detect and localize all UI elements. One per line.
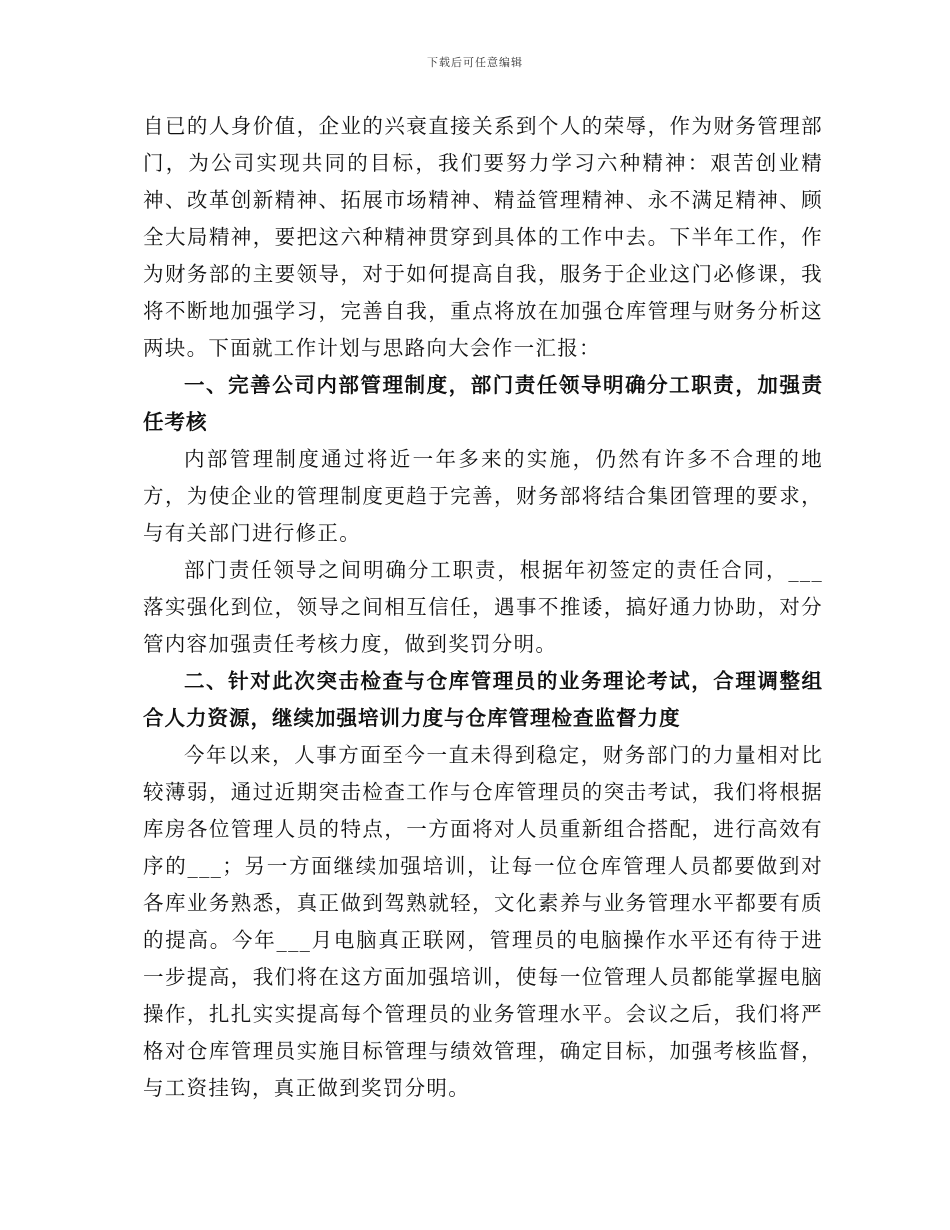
paragraph: 内部管理制度通过将近一年多来的实施，仍然有许多不合理的地方，为使企业的管理制度更趋于完善，财务部将结合集团管理的要求，与有关部门进行修正。 [143, 447, 823, 545]
paragraph: 部门责任领导之间明确分工职责，根据年初签定的责任合同，___落实强化到位，领导之间相互信任，遇事不推诿，搞好通力协助，对分管内容加强责任考核力度，做到奖罚分明。 [143, 558, 823, 656]
section-heading: 二、针对此次突击检查与仓库管理员的业务理论考试，合理调整组合人力资源，继续加强培训力度与仓库管理检查监督力度 [143, 669, 823, 730]
paragraph: 今年以来，人事方面至今一直未得到稳定，财务部门的力量相对比较薄弱，通过近期突击检查工作与仓库管理员的突击考试，我们将根据库房各位管理人员的特点，一方面将对人员重新组合搭配，进行高效有序的___；另一方面继续加强培训，让每一位仓库管理人员都要做到对各库业务熟悉，真正做到驾熟就轻，文化素养与业务管理水平都要有质的提高。今年___月电脑真正联网，管理员的电脑操作水平还有待于进一步提高，我们将在这方面加强培训，使每一位管理人员都能掌握电脑操作，扎扎实实提高每个管理员的业务管理水平。会议之后，我们将严格对仓库管理员实施目标管理与绩效管理，确定目标，加强考核监督，与工资挂钩，真正做到奖罚分明。 [143, 743, 823, 1100]
document-body [143, 108, 823, 1107]
header-note: 下载后可任意编辑 [427, 56, 523, 69]
paragraph: 自已的人身价值，企业的兴衰直接关系到个人的荣辱，作为财务管理部门，为公司实现共同的目标，我们要努力学习六种精神：艰苦创业精神、改革创新精神、拓展市场精神、精益管理精神、永不满足精神、顾全大局精神，要把这六种精神贯穿到具体的工作中去。下半年工作，作为财务部的主要领导，对于如何提高自我，服务于企业这门必修课，我将不断地加强学习，完善自我，重点将放在加强仓库管理与财务分析这两块。下面就工作计划与思路向大会作一汇报： [143, 114, 823, 360]
section-heading: 一、完善公司内部管理制度，部门责任领导明确分工职责，加强责任考核 [143, 373, 823, 434]
